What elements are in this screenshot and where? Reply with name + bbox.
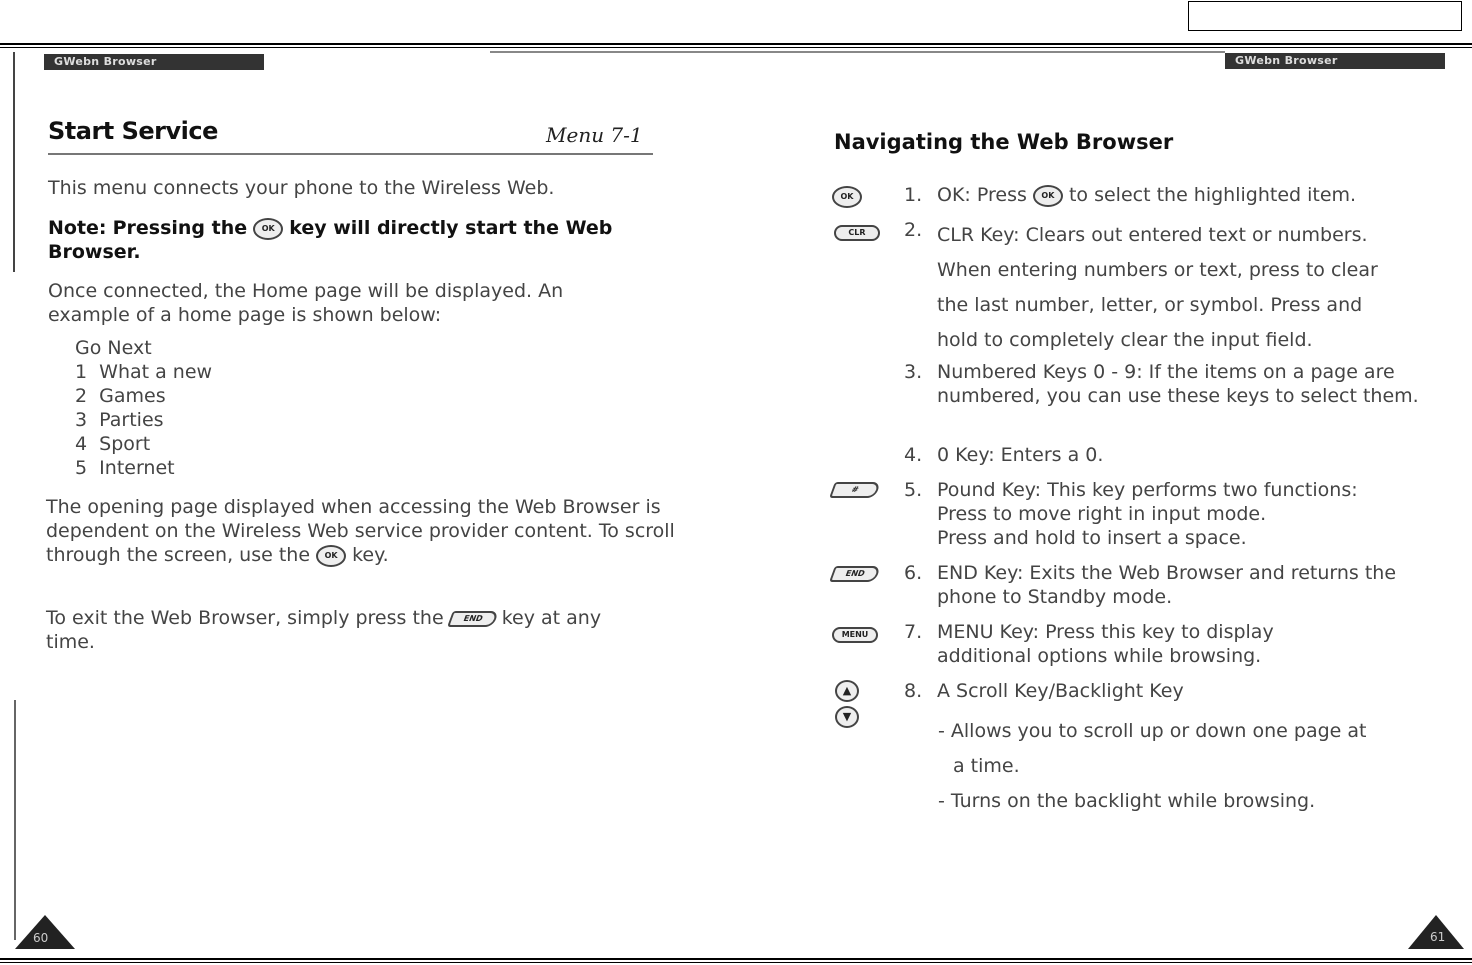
navigating-title: Navigating the Web Browser (834, 130, 1174, 154)
end-key-icon: END (829, 566, 881, 582)
section-tab-left: GWebn Browser (44, 54, 264, 70)
item-scroll-sub-line: - Turns on the backlight while browsing. (938, 790, 1316, 812)
item-clr-line: the last number, letter, or symbol. Press and (937, 294, 1363, 316)
ok-key-icon: OK (1033, 185, 1063, 207)
down-arrow-icon: ▼ (835, 706, 859, 728)
exit-text-end: key at any time. (46, 607, 602, 653)
note-label: Note: (48, 217, 107, 239)
start-service-title: Start Service (48, 117, 218, 145)
item-clr-line: CLR Key: Clears out entered text or numbers. (937, 224, 1368, 246)
menu-reference: Menu 7-1 (546, 123, 643, 147)
note-text-a: Pressing the (112, 217, 248, 239)
item-pound-line: Pound Key: This key performs two functions: (937, 479, 1358, 501)
home-page-line: 2 Games (75, 385, 166, 407)
binding-edge (13, 52, 15, 272)
item-zero-key: 0 Key: Enters a 0. (937, 444, 1104, 466)
ok-key-icon: OK (253, 218, 283, 240)
opening-paragraph (46, 495, 676, 567)
ok-key-icon: OK (832, 186, 862, 208)
home-page-example (75, 336, 212, 480)
pound-key-icon: # (829, 482, 881, 498)
page-number-right: 61 (1430, 930, 1446, 944)
item-number: 3. (904, 361, 923, 383)
bottom-rule (0, 958, 1472, 960)
intro-text: This menu connects your phone to the Wireless Web. (48, 177, 555, 199)
opening-text-end: key. (352, 544, 389, 566)
note-text-b: key will directly start the Web (289, 217, 613, 239)
home-page-line: 5 Internet (75, 457, 175, 479)
item-pound-line: Press to move right in input mode. (937, 503, 1267, 525)
home-page-line: 3 Parties (75, 409, 164, 431)
home-page-line: 4 Sport (75, 433, 151, 455)
home-page-line: Go Next (75, 337, 152, 359)
item-end-key: END Key: Exits the Web Browser and returns the phone to Standby mode. (937, 562, 1397, 608)
item-number: 6. (904, 562, 923, 584)
note-paragraph (48, 216, 648, 264)
bottom-rule-thin (0, 962, 1472, 963)
item-ok-text: OK: Press (937, 184, 1027, 206)
section-tab-right: GWebn Browser (1225, 53, 1445, 69)
item-number: 8. (904, 680, 923, 702)
item-scroll-sub-line: a time. (953, 755, 1020, 777)
ok-key-icon: OK (316, 545, 346, 567)
item-menu-key: MENU Key: Press this key to display additional options while browsing. (937, 621, 1274, 667)
item-ok-text-end: to select the highlighted item. (1068, 184, 1357, 206)
item-clr-line: When entering numbers or text, press to clear (937, 259, 1378, 281)
item-clr (937, 218, 1378, 358)
up-arrow-icon: ▲ (835, 680, 859, 702)
item-pound-line: Press and hold to insert a space. (937, 527, 1247, 549)
item-number: 1. (904, 184, 923, 206)
header-box (1188, 1, 1462, 31)
item-clr-line: hold to completely clear the input field. (937, 329, 1313, 351)
item-scroll-sub-line: - Allows you to scroll up or down one page at (938, 720, 1367, 742)
top-rule (0, 43, 1472, 45)
top-rule-thin (0, 47, 1472, 48)
item-number: 7. (904, 621, 923, 643)
connected-text: Once connected, the Home page will be displayed. An example of a home page is shown below: (48, 280, 564, 326)
item-scroll-key: A Scroll Key/Backlight Key (937, 680, 1184, 702)
menu-key-icon: MENU (832, 627, 878, 643)
item-number: 2. (904, 219, 923, 241)
binding-edge-lower (14, 700, 16, 940)
home-page-line: 1 What a new (75, 361, 213, 383)
exit-paragraph (46, 606, 646, 654)
item-scroll-sub (938, 714, 1366, 819)
item-pound-key (937, 478, 1358, 550)
title-underline (48, 153, 653, 155)
item-numbered-keys: Numbered Keys 0 - 9: If the items on a page are numbered, you can use these keys to select them. (937, 361, 1419, 407)
item-ok (937, 183, 1356, 207)
exit-text: To exit the Web Browser, simply press the (46, 607, 444, 629)
end-key-icon: END (447, 611, 499, 627)
note-text-c: Browser. (48, 241, 141, 263)
item-number: 5. (904, 479, 923, 501)
page-number-left: 60 (33, 931, 49, 945)
opening-text: The opening page displayed when accessing the Web Browser is dependent on the Wireless Web service provider content. To scroll through the screen, use the (46, 496, 675, 566)
item-number: 4. (904, 444, 923, 466)
clr-key-icon: CLR (834, 225, 880, 241)
page-edge-line (490, 51, 1225, 53)
